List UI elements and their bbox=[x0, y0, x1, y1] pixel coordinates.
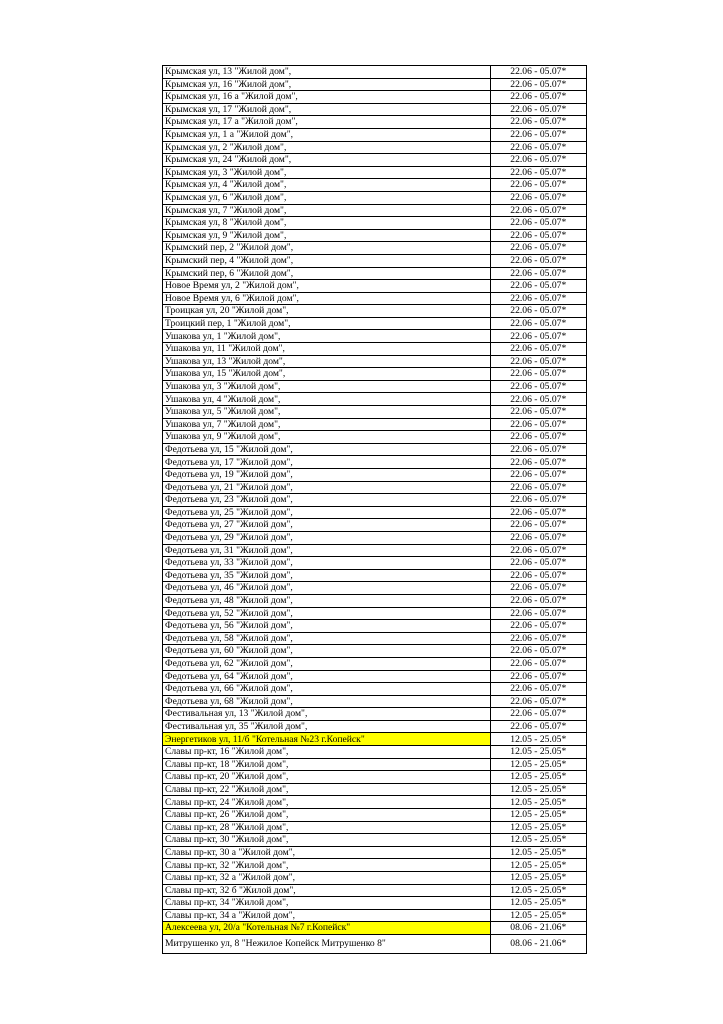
table-row bbox=[163, 884, 587, 897]
table-row bbox=[163, 557, 587, 570]
table-row bbox=[163, 292, 587, 305]
address-cell: Крымский пер, 4 "Жилой дом", bbox=[163, 254, 491, 267]
period-cell: 22.06 - 05.07* bbox=[490, 708, 586, 721]
address-cell: Федотьева ул, 60 "Жилой дом", bbox=[163, 645, 491, 658]
address-cell: Крымская ул, 8 "Жилой дом", bbox=[163, 217, 491, 230]
table-row bbox=[163, 481, 587, 494]
table-row bbox=[163, 796, 587, 809]
table-row bbox=[163, 519, 587, 532]
address-cell: Славы пр-кт, 24 "Жилой дом", bbox=[163, 796, 491, 809]
address-cell: Федотьева ул, 58 "Жилой дом", bbox=[163, 632, 491, 645]
address-cell: Крымский пер, 2 "Жилой дом", bbox=[163, 242, 491, 255]
period-cell: 22.06 - 05.07* bbox=[490, 481, 586, 494]
period-cell: 22.06 - 05.07* bbox=[490, 720, 586, 733]
period-cell: 12.05 - 25.05* bbox=[490, 834, 586, 847]
period-cell: 22.06 - 05.07* bbox=[490, 670, 586, 683]
address-cell: Ушакова ул, 5 "Жилой дом", bbox=[163, 406, 491, 419]
table-row bbox=[163, 720, 587, 733]
table-row bbox=[163, 91, 587, 104]
address-cell: Федотьева ул, 48 "Жилой дом", bbox=[163, 594, 491, 607]
address-cell: Ушакова ул, 9 "Жилой дом", bbox=[163, 431, 491, 444]
schedule-table bbox=[162, 65, 587, 954]
address-cell: Славы пр-кт, 22 "Жилой дом", bbox=[163, 783, 491, 796]
address-cell: Славы пр-кт, 32 "Жилой дом", bbox=[163, 859, 491, 872]
address-cell: Федотьева ул, 21 "Жилой дом", bbox=[163, 481, 491, 494]
table-row bbox=[163, 469, 587, 482]
period-cell: 22.06 - 05.07* bbox=[490, 469, 586, 482]
address-cell: Энергетиков ул, 11/б "Котельная №23 г.Копейск" bbox=[163, 733, 491, 746]
period-cell: 22.06 - 05.07* bbox=[490, 594, 586, 607]
table-row bbox=[163, 317, 587, 330]
period-cell: 22.06 - 05.07* bbox=[490, 280, 586, 293]
table-row bbox=[163, 821, 587, 834]
table-row bbox=[163, 456, 587, 469]
table-row bbox=[163, 217, 587, 230]
period-cell: 12.05 - 25.05* bbox=[490, 758, 586, 771]
period-cell: 22.06 - 05.07* bbox=[490, 191, 586, 204]
address-cell: Федотьева ул, 23 "Жилой дом", bbox=[163, 494, 491, 507]
period-cell: 22.06 - 05.07* bbox=[490, 657, 586, 670]
table-row bbox=[163, 897, 587, 910]
address-cell: Федотьева ул, 62 "Жилой дом", bbox=[163, 657, 491, 670]
table-row bbox=[163, 708, 587, 721]
address-cell: Крымская ул, 24 "Жилой дом", bbox=[163, 154, 491, 167]
table-row bbox=[163, 934, 587, 953]
address-cell: Федотьева ул, 17 "Жилой дом", bbox=[163, 456, 491, 469]
address-cell: Крымская ул, 6 "Жилой дом", bbox=[163, 191, 491, 204]
period-cell: 22.06 - 05.07* bbox=[490, 544, 586, 557]
address-cell: Фестивальная ул, 13 "Жилой дом", bbox=[163, 708, 491, 721]
table-row bbox=[163, 380, 587, 393]
table-row bbox=[163, 783, 587, 796]
period-cell: 12.05 - 25.05* bbox=[490, 771, 586, 784]
table-row bbox=[163, 670, 587, 683]
period-cell: 12.05 - 25.05* bbox=[490, 897, 586, 910]
address-cell: Славы пр-кт, 32 а "Жилой дом", bbox=[163, 872, 491, 885]
address-cell: Федотьева ул, 52 "Жилой дом", bbox=[163, 607, 491, 620]
table-row bbox=[163, 368, 587, 381]
period-cell: 22.06 - 05.07* bbox=[490, 494, 586, 507]
address-cell: Федотьева ул, 27 "Жилой дом", bbox=[163, 519, 491, 532]
address-cell: Ушакова ул, 7 "Жилой дом", bbox=[163, 418, 491, 431]
table-row bbox=[163, 733, 587, 746]
address-cell: Федотьева ул, 56 "Жилой дом", bbox=[163, 620, 491, 633]
period-cell: 12.05 - 25.05* bbox=[490, 733, 586, 746]
period-cell: 12.05 - 25.05* bbox=[490, 746, 586, 759]
period-cell: 22.06 - 05.07* bbox=[490, 78, 586, 91]
period-cell: 22.06 - 05.07* bbox=[490, 368, 586, 381]
table-row bbox=[163, 922, 587, 935]
address-cell: Ушакова ул, 15 "Жилой дом", bbox=[163, 368, 491, 381]
address-cell: Крымская ул, 3 "Жилой дом", bbox=[163, 166, 491, 179]
period-cell: 22.06 - 05.07* bbox=[490, 343, 586, 356]
period-cell: 12.05 - 25.05* bbox=[490, 821, 586, 834]
address-cell: Ушакова ул, 11 "Жилой дом", bbox=[163, 343, 491, 356]
table-row bbox=[163, 393, 587, 406]
table-row bbox=[163, 582, 587, 595]
table-row bbox=[163, 154, 587, 167]
period-cell: 22.06 - 05.07* bbox=[490, 116, 586, 129]
period-cell: 22.06 - 05.07* bbox=[490, 683, 586, 696]
table-row bbox=[163, 116, 587, 129]
period-cell: 22.06 - 05.07* bbox=[490, 456, 586, 469]
table-row bbox=[163, 859, 587, 872]
table-row bbox=[163, 846, 587, 859]
table-row bbox=[163, 872, 587, 885]
table-row bbox=[163, 443, 587, 456]
period-cell: 22.06 - 05.07* bbox=[490, 330, 586, 343]
table-row bbox=[163, 141, 587, 154]
address-cell: Фестивальная ул, 35 "Жилой дом", bbox=[163, 720, 491, 733]
address-cell: Федотьева ул, 46 "Жилой дом", bbox=[163, 582, 491, 595]
table-row bbox=[163, 128, 587, 141]
period-cell: 22.06 - 05.07* bbox=[490, 91, 586, 104]
period-cell: 22.06 - 05.07* bbox=[490, 557, 586, 570]
address-cell: Славы пр-кт, 26 "Жилой дом", bbox=[163, 809, 491, 822]
table-row bbox=[163, 834, 587, 847]
address-cell: Федотьева ул, 31 "Жилой дом", bbox=[163, 544, 491, 557]
address-cell: Ушакова ул, 13 "Жилой дом", bbox=[163, 355, 491, 368]
address-cell: Крымская ул, 16 "Жилой дом", bbox=[163, 78, 491, 91]
address-cell: Троицкая ул, 20 "Жилой дом", bbox=[163, 305, 491, 318]
table-row bbox=[163, 494, 587, 507]
address-cell: Славы пр-кт, 18 "Жилой дом", bbox=[163, 758, 491, 771]
period-cell: 22.06 - 05.07* bbox=[490, 431, 586, 444]
period-cell: 12.05 - 25.05* bbox=[490, 859, 586, 872]
address-cell: Федотьева ул, 33 "Жилой дом", bbox=[163, 557, 491, 570]
table-row bbox=[163, 267, 587, 280]
address-cell: Новое Время ул, 6 "Жилой дом", bbox=[163, 292, 491, 305]
period-cell: 22.06 - 05.07* bbox=[490, 355, 586, 368]
address-cell: Федотьева ул, 64 "Жилой дом", bbox=[163, 670, 491, 683]
table-row bbox=[163, 909, 587, 922]
address-cell: Крымская ул, 17 а "Жилой дом", bbox=[163, 116, 491, 129]
period-cell: 12.05 - 25.05* bbox=[490, 884, 586, 897]
table-row bbox=[163, 771, 587, 784]
address-cell: Крымская ул, 7 "Жилой дом", bbox=[163, 204, 491, 217]
period-cell: 22.06 - 05.07* bbox=[490, 66, 586, 79]
address-cell: Федотьева ул, 19 "Жилой дом", bbox=[163, 469, 491, 482]
table-row bbox=[163, 305, 587, 318]
period-cell: 22.06 - 05.07* bbox=[490, 569, 586, 582]
period-cell: 22.06 - 05.07* bbox=[490, 254, 586, 267]
address-cell: Ушакова ул, 4 "Жилой дом", bbox=[163, 393, 491, 406]
address-cell: Крымская ул, 4 "Жилой дом", bbox=[163, 179, 491, 192]
period-cell: 12.05 - 25.05* bbox=[490, 909, 586, 922]
table-row bbox=[163, 758, 587, 771]
period-cell: 22.06 - 05.07* bbox=[490, 531, 586, 544]
table-row bbox=[163, 506, 587, 519]
period-cell: 22.06 - 05.07* bbox=[490, 154, 586, 167]
table-row bbox=[163, 406, 587, 419]
address-cell: Алексеева ул, 20/а "Котельная №7 г.Копейск" bbox=[163, 922, 491, 935]
table-row bbox=[163, 544, 587, 557]
table-row bbox=[163, 431, 587, 444]
period-cell: 22.06 - 05.07* bbox=[490, 128, 586, 141]
address-cell: Федотьева ул, 68 "Жилой дом", bbox=[163, 695, 491, 708]
address-cell: Федотьева ул, 29 "Жилой дом", bbox=[163, 531, 491, 544]
period-cell: 22.06 - 05.07* bbox=[490, 141, 586, 154]
period-cell: 12.05 - 25.05* bbox=[490, 809, 586, 822]
address-cell: Федотьева ул, 25 "Жилой дом", bbox=[163, 506, 491, 519]
table-row bbox=[163, 645, 587, 658]
period-cell: 22.06 - 05.07* bbox=[490, 695, 586, 708]
address-cell: Ушакова ул, 3 "Жилой дом", bbox=[163, 380, 491, 393]
table-row bbox=[163, 280, 587, 293]
table-row bbox=[163, 330, 587, 343]
address-cell: Митрушенко ул, 8 "Нежилое Копейск Митрушенко 8" bbox=[163, 934, 491, 953]
schedule-rows bbox=[163, 66, 587, 954]
period-cell: 22.06 - 05.07* bbox=[490, 418, 586, 431]
table-row bbox=[163, 343, 587, 356]
period-cell: 22.06 - 05.07* bbox=[490, 582, 586, 595]
period-cell: 08.06 - 21.06* bbox=[490, 934, 586, 953]
period-cell: 22.06 - 05.07* bbox=[490, 267, 586, 280]
period-cell: 22.06 - 05.07* bbox=[490, 607, 586, 620]
period-cell: 22.06 - 05.07* bbox=[490, 380, 586, 393]
table-row bbox=[163, 204, 587, 217]
address-cell: Славы пр-кт, 30 а "Жилой дом", bbox=[163, 846, 491, 859]
address-cell: Троицкий пер, 1 "Жилой дом", bbox=[163, 317, 491, 330]
period-cell: 22.06 - 05.07* bbox=[490, 506, 586, 519]
table-row bbox=[163, 66, 587, 79]
period-cell: 22.06 - 05.07* bbox=[490, 166, 586, 179]
period-cell: 12.05 - 25.05* bbox=[490, 796, 586, 809]
table-row bbox=[163, 657, 587, 670]
address-cell: Славы пр-кт, 34 а "Жилой дом", bbox=[163, 909, 491, 922]
address-cell: Федотьева ул, 66 "Жилой дом", bbox=[163, 683, 491, 696]
address-cell: Славы пр-кт, 28 "Жилой дом", bbox=[163, 821, 491, 834]
period-cell: 22.06 - 05.07* bbox=[490, 620, 586, 633]
address-cell: Славы пр-кт, 32 б "Жилой дом", bbox=[163, 884, 491, 897]
table-row bbox=[163, 569, 587, 582]
period-cell: 22.06 - 05.07* bbox=[490, 242, 586, 255]
address-cell: Крымская ул, 16 а "Жилой дом", bbox=[163, 91, 491, 104]
address-cell: Федотьева ул, 35 "Жилой дом", bbox=[163, 569, 491, 582]
period-cell: 22.06 - 05.07* bbox=[490, 443, 586, 456]
period-cell: 22.06 - 05.07* bbox=[490, 217, 586, 230]
address-cell: Крымская ул, 1 а "Жилой дом", bbox=[163, 128, 491, 141]
address-cell: Крымский пер, 6 "Жилой дом", bbox=[163, 267, 491, 280]
period-cell: 22.06 - 05.07* bbox=[490, 645, 586, 658]
table-row bbox=[163, 179, 587, 192]
period-cell: 22.06 - 05.07* bbox=[490, 229, 586, 242]
period-cell: 22.06 - 05.07* bbox=[490, 179, 586, 192]
period-cell: 22.06 - 05.07* bbox=[490, 406, 586, 419]
period-cell: 22.06 - 05.07* bbox=[490, 103, 586, 116]
table-row bbox=[163, 103, 587, 116]
period-cell: 22.06 - 05.07* bbox=[490, 204, 586, 217]
address-cell: Крымская ул, 17 "Жилой дом", bbox=[163, 103, 491, 116]
table-row bbox=[163, 191, 587, 204]
address-cell: Крымская ул, 13 "Жилой дом", bbox=[163, 66, 491, 79]
address-cell: Славы пр-кт, 16 "Жилой дом", bbox=[163, 746, 491, 759]
table-row bbox=[163, 531, 587, 544]
table-row bbox=[163, 254, 587, 267]
address-cell: Крымская ул, 2 "Жилой дом", bbox=[163, 141, 491, 154]
period-cell: 12.05 - 25.05* bbox=[490, 872, 586, 885]
table-row bbox=[163, 809, 587, 822]
table-row bbox=[163, 607, 587, 620]
period-cell: 22.06 - 05.07* bbox=[490, 305, 586, 318]
table-row bbox=[163, 355, 587, 368]
address-cell: Крымская ул, 9 "Жилой дом", bbox=[163, 229, 491, 242]
period-cell: 22.06 - 05.07* bbox=[490, 393, 586, 406]
table-row bbox=[163, 620, 587, 633]
period-cell: 12.05 - 25.05* bbox=[490, 846, 586, 859]
address-cell: Новое Время ул, 2 "Жилой дом", bbox=[163, 280, 491, 293]
address-cell: Славы пр-кт, 34 "Жилой дом", bbox=[163, 897, 491, 910]
address-cell: Славы пр-кт, 20 "Жилой дом", bbox=[163, 771, 491, 784]
period-cell: 12.05 - 25.05* bbox=[490, 783, 586, 796]
period-cell: 08.06 - 21.06* bbox=[490, 922, 586, 935]
table-row bbox=[163, 418, 587, 431]
period-cell: 22.06 - 05.07* bbox=[490, 519, 586, 532]
address-cell: Славы пр-кт, 30 "Жилой дом", bbox=[163, 834, 491, 847]
period-cell: 22.06 - 05.07* bbox=[490, 317, 586, 330]
table-row bbox=[163, 746, 587, 759]
period-cell: 22.06 - 05.07* bbox=[490, 292, 586, 305]
table-row bbox=[163, 632, 587, 645]
address-cell: Ушакова ул, 1 "Жилой дом", bbox=[163, 330, 491, 343]
period-cell: 22.06 - 05.07* bbox=[490, 632, 586, 645]
table-row bbox=[163, 242, 587, 255]
table-row bbox=[163, 594, 587, 607]
table-row bbox=[163, 166, 587, 179]
table-row bbox=[163, 695, 587, 708]
table-row bbox=[163, 229, 587, 242]
table-row bbox=[163, 78, 587, 91]
address-cell: Федотьева ул, 15 "Жилой дом", bbox=[163, 443, 491, 456]
table-row bbox=[163, 683, 587, 696]
